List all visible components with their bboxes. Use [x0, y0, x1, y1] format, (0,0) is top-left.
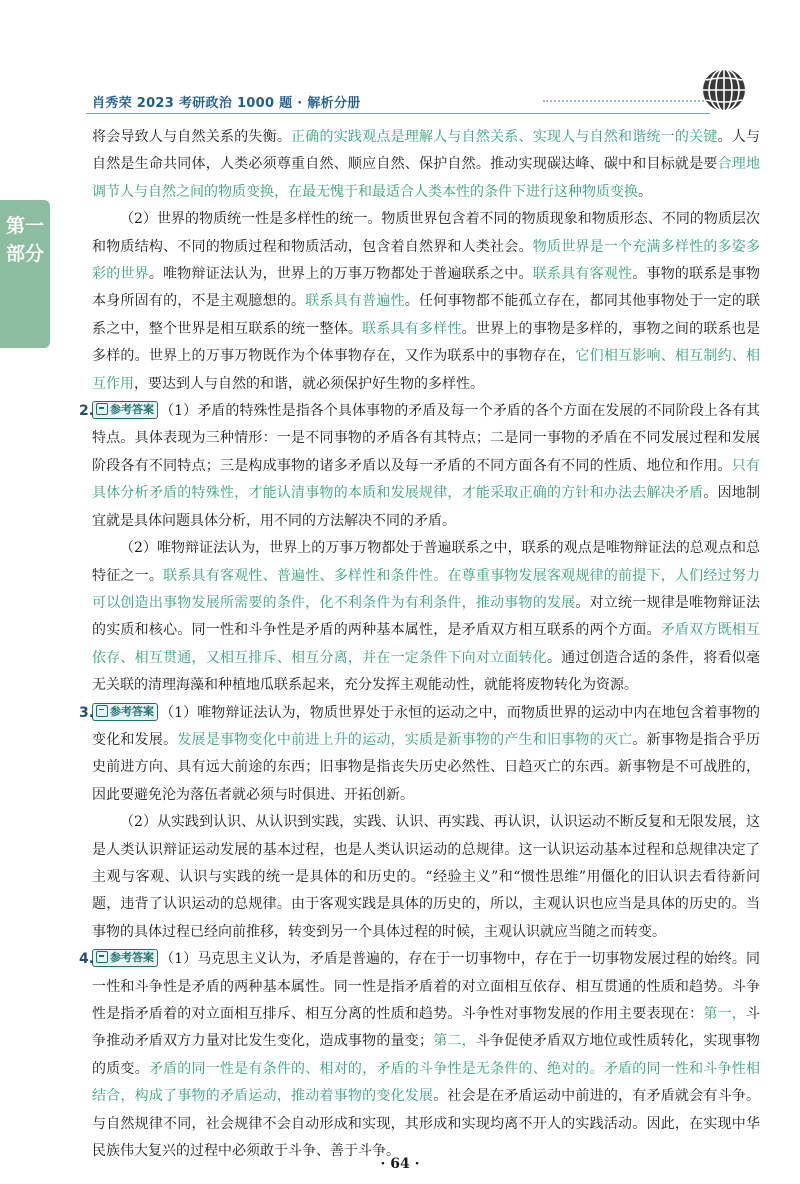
answer-icon [96, 403, 108, 415]
text-run: （2）唯物辩证法认为，世界上的万事万物都处于普遍联系之中，联系的观点是唯物辩证法的总观点和总特征之一。 [92, 540, 760, 584]
question-3-part2 [92, 809, 760, 946]
text-run: 。唯物辩证法认为，世界上的万事万物都处于普遍联系之中。 [148, 266, 533, 283]
page-header [78, 88, 768, 114]
key-point-text: 第一， [703, 1006, 747, 1022]
text-run: （1）马克思主义认为，矛盾是普遍的，存在于一切事物中，存在于一切事物发展过程的始终。同一性和斗争性是矛盾的两种基本属性。同一性是指矛盾着的对立面相互依存、相互贯通的性质和趋势。斗争性是指矛盾着的对立面相互排斥、相互分离的性质和趋势。斗争性对事物发展的作用主要表现在： [92, 951, 760, 1022]
answer-icon [96, 705, 108, 717]
answer-content [79, 124, 761, 1165]
key-point-text: 正确的实践观点是理解人与自然关系、实现人与自然和谐统一的关键 [291, 129, 718, 145]
header-dotted-rule [543, 100, 715, 102]
badge-label: 参考答案 [110, 403, 154, 417]
question-2-part2 [92, 535, 760, 699]
globe-icon [700, 66, 748, 114]
question-3-answer [79, 700, 761, 810]
text-run: 斗争推动矛盾双方力量对比发生变化，造成事物的量变； [92, 1006, 761, 1050]
answer-icon [96, 951, 108, 963]
text-run: （1）唯物辩证法认为，物质世界处于永恒的运动之中，而物质世界的运动中内在地包含着事物的变化和发展。 [92, 704, 760, 748]
text-run: （2）从实践到认识、从认识到实践，实践、认识、再实践、再认识，认识运动不断反复和无限发展，这是人类认识辩证运动发展的基本过程，也是人类认识运动的总规律。这一认识运动基本过程和总规律决定了主观与客观、认识与实践的统一是具体的和历史的。“经验主义”和“惯性思维”用僵化的旧认识去看待新问题，违背了认识运动的总规律。由于客观实践是具体的历史的，所以，主观认识也应当是具体的历史的。当事物的具体过程已经向前推移，转变到另一个具体过程的时候，主观认识就应当随之而转变。 [92, 814, 760, 940]
text-run: 。新事物是指合乎历史前进方向、具有远大前途的东西；旧事物是指丧失历史必然性、日趋灭亡的东西。新事物是不可战胜的，因此要避免沦为落伍者就必须与时俱进、开拓创新。 [92, 731, 761, 803]
text-run: 。因地制宜就是具体问题具体分析，用不同的方法解决不同的矛盾。 [92, 485, 761, 529]
question-number: 3. [79, 704, 95, 721]
paragraph-continuation [92, 124, 760, 206]
badge-label: 参考答案 [110, 704, 154, 718]
page-number: · 64 · [380, 1156, 420, 1172]
text-run: 。世界上的事物是多样的，事物之间的联系也是多样的。世界上的万事万物既作为个体事物存在，又作为联系中的事物存在， [92, 320, 761, 365]
question-number: 2. [79, 403, 95, 420]
header-rule [86, 113, 710, 114]
text-run: ，要达到人与自然的和谐，就必须保护好生物的多样性。 [134, 375, 484, 392]
key-point-text: 联系具有普遍性 [305, 293, 405, 310]
question-2-answer [79, 398, 761, 535]
text-run: （1）矛盾的特殊性是指各个具体事物的矛盾及每一个矛盾的各个方面在发展的不同阶段上各有其特点。具体表现为三种情形：一是不同事物的矛盾各有其特点；二是同一事物的矛盾在不同发展过程和发展阶段各有不同特点；三是构成事物的诸多矛盾以及每一矛盾的不同方面各有不同的性质、地位和作用。 [92, 403, 760, 474]
paragraph-q1-part2 [92, 206, 760, 398]
key-point-text: 联系具有多样性 [362, 320, 462, 337]
key-point-text: 第二， [433, 1033, 476, 1050]
side-tab-line2: 部分 [5, 243, 44, 265]
text-run: 。通过创造合适的条件，将看似毫无关联的清理海藻和种植地瓜联系起来，充分发挥主观能动性，就能将废物转化为资源。 [92, 649, 761, 694]
key-point-text: 物质世界是一个充满多样性的多姿多彩的世界 [92, 238, 761, 283]
text-run: 斗争促使矛盾双方地位或性质转化，实现事物的质变。 [92, 1033, 761, 1077]
reference-answer-badge [92, 703, 158, 721]
side-tab-line1: 第一 [5, 215, 44, 237]
key-point-text: 合理地调节人与自然之间的物质变换，在最无愧于和最适合人类本性的条件下进行这种物质变换 [92, 156, 760, 200]
key-point-text: 联系具有客观性、普遍性、多样性和条件性。在尊重事物发展客观规律的前提下，人们经过努力可以创造出事物发展所需要的条件，化不利条件为有利条件，推动事物的发展 [92, 567, 761, 611]
text-run: 。社会是在矛盾运动中前进的，有矛盾就会有斗争。与自然规律不同，社会规律不会自动形成和实现，其形成和实现均离不开人的实践活动。因此，在实现中华民族伟大复兴的过程中必须敢于斗争、善于斗争。 [92, 1088, 761, 1160]
text-run: 。人与自然是生命共同体，人类必须尊重自然、顺应自然、保护自然。推动实现碳达峰、碳中和目标就是要 [92, 129, 761, 173]
text-run: （2）世界的物质统一性是多样性的统一。物质世界包含着不同的物质现象和物质形态、不同的物质层次和物质结构、不同的物质过程和物质活动，包含着自然界和人类社会。 [92, 211, 760, 255]
key-point-text: 矛盾的同一性是有条件的、相对的，矛盾的斗争性是无条件的、绝对的。矛盾的同一性和斗争性相结合，构成了事物的矛盾运动，推动着事物的变化发展 [92, 1060, 761, 1105]
text-run: 。任何事物都不能孤立存在，都同其他事物处于一定的联系之中，整个世界是相互联系的统一整体。 [92, 293, 761, 337]
text-run: 。对立统一规律是唯物辩证法的实质和核心。同一性和斗争性是矛盾的两种基本属性，是矛盾双方相互联系的两个方面。 [92, 594, 760, 639]
badge-label: 参考答案 [110, 951, 154, 965]
section-side-tab [0, 200, 50, 348]
text-run: 。事物的联系是事物本身所固有的，不是主观臆想的。 [92, 266, 761, 310]
key-point-text: 发展是事物变化中前进上升的运动，实质是新事物的产生和旧事物的灭亡 [177, 731, 633, 748]
text-run: 将会导致人与自然关系的失衡。 [92, 129, 292, 145]
key-point-text: 矛盾双方既相互依存、相互贯通，又相互排斥、相互分离，并在一定条件下向对立面转化 [92, 622, 761, 666]
key-point-text: 联系具有客观性 [532, 266, 633, 283]
book-title: 肖秀荣 2023 考研政治 1000 题 · 解析分册 [92, 96, 361, 111]
question-number: 4. [79, 951, 95, 968]
question-4-answer [79, 946, 761, 1165]
key-point-text: 只有具体分析矛盾的特殊性，才能认清事物的本质和发展规律，才能采取正确的方针和办法去解决矛盾 [92, 457, 760, 502]
key-point-text: 它们相互影响、相互制约、相互作用 [92, 348, 760, 392]
text-run: 。 [638, 183, 652, 200]
reference-answer-badge [92, 949, 158, 967]
reference-answer-badge [92, 401, 158, 419]
